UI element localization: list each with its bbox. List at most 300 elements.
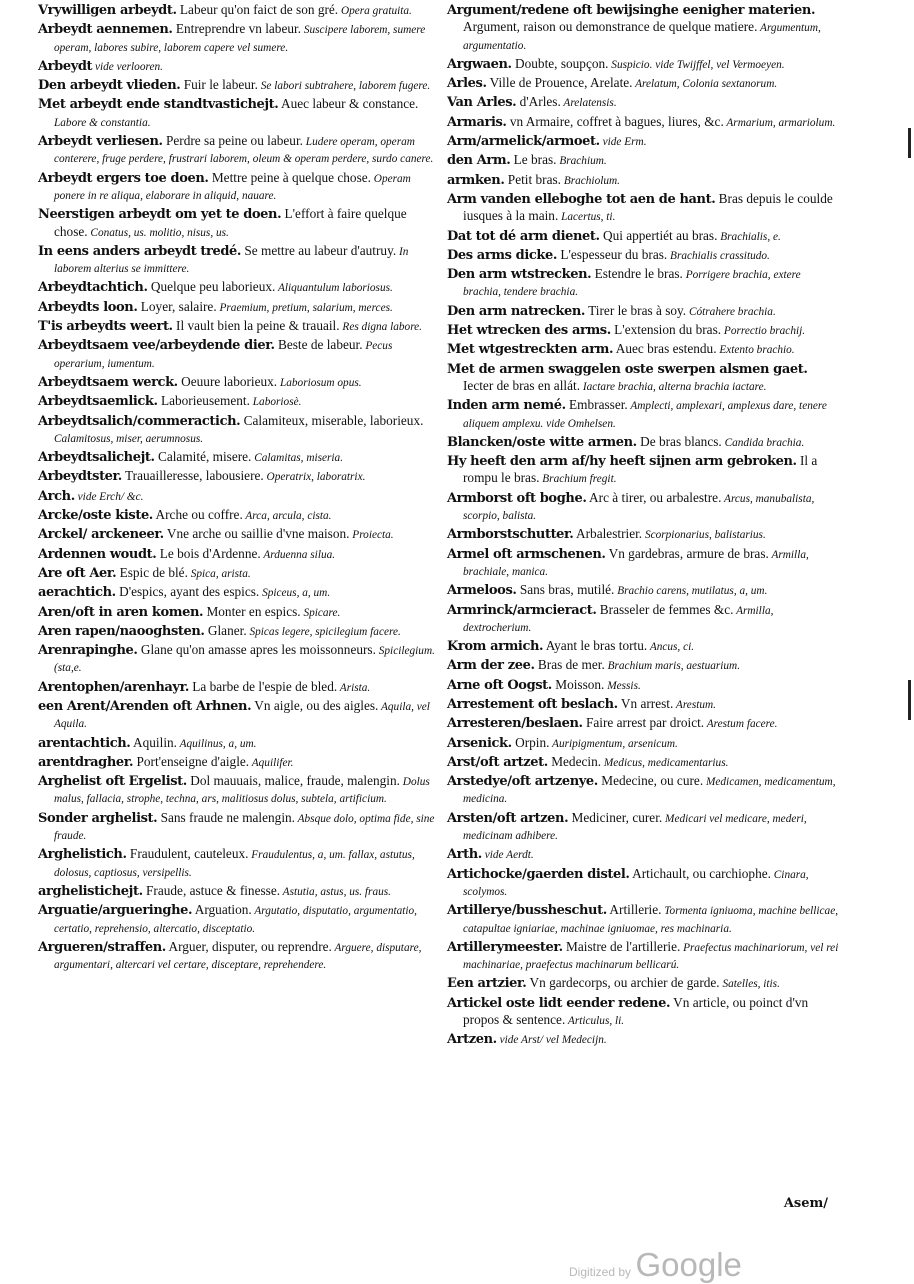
dictionary-entry xyxy=(38,21,442,56)
entry-headword: Arch. xyxy=(38,488,75,504)
entry-french-gloss: Fuir le labeur. xyxy=(180,77,258,93)
entry-headword: Arbeydtsaem vee/arbeydende dier. xyxy=(38,338,275,354)
entry-latin-gloss: Aquilifer. xyxy=(249,756,294,769)
dictionary-entry xyxy=(38,604,442,621)
dictionary-entry xyxy=(447,453,840,488)
entry-french-gloss: Artichault, ou carchiophe. xyxy=(629,865,771,881)
entry-french-gloss: Faire arrest par droict. xyxy=(582,715,705,731)
entry-french-gloss: Mediciner, curer. xyxy=(568,809,663,825)
entry-headword: Neerstigen arbeydt om yet te doen. xyxy=(38,207,282,223)
entry-french-gloss: Il a rompu le bras. xyxy=(463,453,818,486)
entry-headword: een Arent/Arenden oft Arhnen. xyxy=(38,698,252,714)
right-column xyxy=(447,2,840,1051)
entry-latin-gloss: Proiecta. xyxy=(349,529,394,542)
entry-latin-gloss: Laboriosum opus. xyxy=(277,376,362,389)
entry-latin-gloss: Aquila, vel Aquila. xyxy=(54,700,430,731)
entry-french-gloss: L'espesseur du bras. xyxy=(557,246,668,262)
entry-latin-gloss: Arguere, disputare, argumentari, altercari vel certare, disceptare, reprehendere. xyxy=(54,941,422,972)
entry-latin-gloss: Brachialis, e. xyxy=(717,230,781,243)
entry-latin-gloss: Suspicio. xyxy=(608,58,653,71)
entry-latin-gloss: Suscipere laborem, sumere operam, labores subire, laborem capere vel sumere. xyxy=(54,24,426,54)
entry-headword: Artickel oste lidt eender redene. xyxy=(447,995,671,1011)
entry-headword: Armborst oft boghe. xyxy=(447,490,587,506)
entry-french-gloss: Vn gardebras, armure de bras. xyxy=(605,545,769,561)
dictionary-entry xyxy=(447,735,840,752)
entry-french-gloss: Sans fraude ne malengin. xyxy=(157,809,295,825)
entry-headword: Arles. xyxy=(447,76,487,92)
entry-french-gloss: Argument, raison ou demonstrance de quelque matiere. xyxy=(463,19,758,35)
entry-french-gloss: Vne arche ou saillie d'vne maison. xyxy=(163,526,350,542)
entry-french-gloss: Trauailleresse, labousiere. xyxy=(121,468,264,484)
entry-headword: Arsenick. xyxy=(447,735,512,751)
entry-french-gloss: La barbe de l'espie de bled. xyxy=(188,678,338,694)
entry-french-gloss: Brasseler de femmes &c. xyxy=(596,601,734,617)
entry-french-gloss: Vn aigle, ou des aigles. xyxy=(251,697,379,713)
dictionary-entry xyxy=(38,393,442,410)
digitized-watermark xyxy=(569,1246,742,1284)
entry-french-gloss: L'extension du bras. xyxy=(610,322,722,338)
dictionary-entry xyxy=(447,114,840,131)
dictionary-entry xyxy=(447,677,840,694)
entry-latin-gloss: Fraudulentus, a, um. fallax, astutus, dolosus, captiosus, versipellis. xyxy=(54,849,415,879)
dictionary-entry xyxy=(447,975,840,992)
entry-french-gloss: Glaner. xyxy=(204,622,247,638)
entry-headword: Arcke/oste kiste. xyxy=(38,508,153,524)
dictionary-entry xyxy=(38,698,442,733)
entry-headword: aerachtich. xyxy=(38,585,116,601)
entry-headword: Een artzier. xyxy=(447,976,527,992)
dictionary-entry xyxy=(38,754,442,771)
entry-latin-gloss: Brachium fregit. xyxy=(539,473,617,486)
entry-headword: Arguatie/argueringhe. xyxy=(38,903,193,919)
entry-headword: Arresteren/beslaen. xyxy=(447,716,583,732)
entry-french-gloss: Dol mauuais, malice, fraude, malengin. xyxy=(186,773,400,789)
entry-headword: Hy heeft den arm af/hy heeft sijnen arm gebroken. xyxy=(447,454,797,470)
dictionary-entry xyxy=(38,2,442,19)
entry-headword: Arghelist oft Ergelist. xyxy=(38,774,187,790)
entry-latin-gloss: Aliquantulum laboriosus. xyxy=(275,282,393,295)
entry-latin-gloss: Arelatensis. xyxy=(560,97,617,110)
entry-french-gloss: Port'enseigne d'aigle. xyxy=(133,753,250,769)
entry-french-gloss: Fraude, astuce & finesse. xyxy=(142,882,281,898)
entry-headword: Arbeydtsalich/commeractich. xyxy=(38,413,241,429)
entry-latin-gloss: Candida brachia. xyxy=(721,436,805,449)
entry-headword: Arst/oft artzet. xyxy=(447,754,548,770)
entry-french-gloss: Le bras. xyxy=(510,152,557,168)
dictionary-entry xyxy=(38,773,442,808)
dictionary-entry xyxy=(447,266,840,301)
dictionary-entry xyxy=(447,1031,840,1048)
entry-french-gloss: vn Armaire, coffret à bagues, liures, &c. xyxy=(506,113,724,129)
entry-french-gloss: d'Arles. xyxy=(516,94,561,110)
entry-french-gloss: De bras blancs. xyxy=(636,433,722,449)
dictionary-entry xyxy=(447,303,840,320)
dictionary-entry xyxy=(38,810,442,845)
entry-headword: Armaris. xyxy=(447,114,507,130)
entry-french-gloss: Orpin. xyxy=(511,734,550,750)
entry-headword: Arghelistich. xyxy=(38,847,127,863)
dictionary-entry xyxy=(447,341,840,358)
entry-french-gloss: Beste de labeur. xyxy=(274,337,363,353)
entry-latin-gloss: Laboriosè. xyxy=(249,396,302,409)
dictionary-entry xyxy=(447,526,840,543)
entry-french-gloss: Vn gardecorps, ou archier de garde. xyxy=(526,975,720,991)
entry-latin-gloss: Arduenna silua. xyxy=(260,548,336,561)
entry-latin-gloss: Spicare. xyxy=(300,606,341,619)
entry-latin-gloss: Absque dolo, optima fide, sine fraude. xyxy=(54,812,435,843)
entry-french-gloss: Arbalestrier. xyxy=(573,526,643,542)
entry-latin-gloss: Medicari vel medicare, mederi, medicinam adhibere. xyxy=(463,812,807,843)
entry-latin-gloss: Armarium, armariolum. xyxy=(723,116,836,129)
entry-latin-gloss: Opera gratuita. xyxy=(338,5,412,17)
entry-latin-gloss: Arcus, manubalista, scorpio, balista. xyxy=(463,492,815,523)
entry-french-gloss: Artillerie. xyxy=(606,902,662,918)
entry-headword: Arbeydtachtich. xyxy=(38,280,148,296)
entry-latin-gloss: Lacertus, ti. xyxy=(558,211,616,224)
entry-latin-gloss: Brachium maris, aestuarium. xyxy=(604,660,741,673)
entry-headword: Artichocke/gaerden distel. xyxy=(447,866,630,882)
scan-edge-mark xyxy=(908,680,911,720)
entry-latin-gloss: Praemium, pretium, salarium, merces. xyxy=(216,301,393,314)
entry-french-gloss: Sans bras, mutilé. xyxy=(516,582,615,598)
entry-headword: Met wtgestreckten arm. xyxy=(447,342,614,358)
entry-headword: Aren rapen/naooghsten. xyxy=(38,623,205,639)
entry-latin-gloss: Satelles, itis. xyxy=(719,978,780,991)
entry-headword: Met de armen swaggelen oste swerpen alsmen gaet. xyxy=(447,361,808,377)
dictionary-entry xyxy=(447,191,840,226)
entry-latin-gloss: Arestum. xyxy=(673,698,716,711)
entry-headword: Armrinck/armcieract. xyxy=(447,602,597,618)
entry-french-gloss: Le bois d'Ardenne. xyxy=(156,545,261,561)
entry-headword: Arenrapinghe. xyxy=(38,643,138,659)
catchword: Asem/ xyxy=(783,1196,828,1211)
entry-headword: arentdragher. xyxy=(38,754,134,770)
entry-latin-gloss: Argumentum, argumentatio. xyxy=(463,22,821,52)
entry-latin-gloss: Se labori subtrahere, laborem fugere. xyxy=(257,80,431,93)
entry-headword: Van Arles. xyxy=(447,95,517,111)
entry-headword: Arbeydtsalichejt. xyxy=(38,450,155,466)
entry-headword: Arbeydt ergers toe doen. xyxy=(38,170,209,186)
dictionary-entry xyxy=(447,172,840,189)
dictionary-entry xyxy=(38,902,442,937)
dictionary-entry xyxy=(447,995,840,1030)
dictionary-entry xyxy=(38,546,442,563)
entry-headword: Arbeydt xyxy=(38,58,93,74)
entry-latin-gloss: Spicilegium. xyxy=(375,645,435,658)
dictionary-entry xyxy=(447,322,840,339)
entry-french-gloss: Monter en espics. xyxy=(203,603,301,619)
dictionary-entry xyxy=(447,490,840,525)
entry-french-gloss: Arguation. xyxy=(192,902,252,918)
entry-latin-gloss: Brachio carens, mutilatus, a, um. xyxy=(614,585,768,598)
entry-headword: Des arms dicke. xyxy=(447,247,558,263)
entry-latin-gloss: Labore & constantia. xyxy=(54,116,151,129)
dictionary-entry xyxy=(447,56,840,73)
entry-headword: Armborstschutter. xyxy=(447,527,574,543)
entry-french-gloss: Auec labeur & constance. xyxy=(278,96,419,112)
entry-french-gloss: Vn arrest. xyxy=(617,695,674,711)
entry-headword: Argument/redene oft bewijsinghe eenigher materien. xyxy=(447,3,816,18)
dictionary-entry xyxy=(38,679,442,696)
entry-headword: Arckel/ arckeneer. xyxy=(38,527,164,543)
entry-latin-gloss: Operatrix, laboratrix. xyxy=(263,471,366,484)
dictionary-entry xyxy=(447,638,840,655)
dictionary-entry xyxy=(447,75,840,92)
entry-latin-gloss: Armilla, dextrocherium. xyxy=(463,604,774,634)
entry-headword: Het wtrecken des arms. xyxy=(447,323,611,339)
entry-french-gloss: Il vault bien la peine & trauail. xyxy=(172,318,340,334)
entry-latin-gloss: Articulus, li. xyxy=(565,1015,625,1028)
entry-latin-gloss: Porrigere brachia, extere brachia, tendere brachia. xyxy=(463,269,801,299)
entry-french-gloss: Ville de Prouence, Arelate. xyxy=(486,75,633,91)
dictionary-entry xyxy=(38,279,442,296)
entry-headword: Blancken/oste witte armen. xyxy=(447,434,637,450)
entry-latin-gloss: vide Arst/ vel Medecijn. xyxy=(496,1034,607,1047)
entry-headword: Krom armich. xyxy=(447,639,544,655)
dictionary-entry xyxy=(447,133,840,150)
dictionary-entry xyxy=(38,623,442,640)
entry-latin-gloss: Brachium. xyxy=(556,155,607,168)
entry-headword: Aren/oft in aren komen. xyxy=(38,604,204,620)
dictionary-entry xyxy=(447,152,840,169)
dictionary-entry xyxy=(38,77,442,94)
dictionary-entry xyxy=(447,866,840,901)
watermark-brand-logo: Google xyxy=(635,1246,742,1283)
dictionary-entry xyxy=(447,228,840,245)
entry-headword: Argwaen. xyxy=(447,56,512,72)
entry-headword: Inden arm nemé. xyxy=(447,398,566,414)
entry-headword: Armel oft armschenen. xyxy=(447,546,606,562)
entry-latin-gloss: Astutia, astus, us. fraus. xyxy=(280,885,391,898)
dictionary-entry xyxy=(38,488,442,505)
entry-headword: Arth. xyxy=(447,847,482,863)
dictionary-entry xyxy=(38,642,442,677)
entry-headword: Arm vanden elleboghe tot aen de hant. xyxy=(447,191,716,207)
entry-french-gloss: Aquilin. xyxy=(130,734,177,750)
entry-french-gloss: Quelque peu laborieux. xyxy=(147,279,276,295)
entry-french-gloss: Auec bras estendu. xyxy=(613,341,717,357)
entry-headword: Arbeydt verliesen. xyxy=(38,134,163,150)
dictionary-entry xyxy=(38,468,442,485)
entry-headword: Ardennen woudt. xyxy=(38,546,157,562)
entry-french-gloss: Fraudulent, cauteleux. xyxy=(126,846,249,862)
dictionary-entry xyxy=(447,754,840,771)
entry-french-gloss: Calamiteux, miserable, laborieux. xyxy=(240,412,424,428)
dictionary-entry xyxy=(38,449,442,466)
entry-headword: T'is arbeydts weert. xyxy=(38,319,173,335)
entry-french-gloss: Qui appertiét au bras. xyxy=(599,227,718,243)
entry-latin-gloss: Calamitas, miseria. xyxy=(251,452,344,465)
dictionary-entry xyxy=(38,133,442,168)
entry-latin-gloss: Armilla, brachiale, manica. xyxy=(463,548,809,578)
entry-latin-gloss: Spicas legere, spicilegium facere. xyxy=(246,625,401,638)
entry-french-gloss: Loyer, salaire. xyxy=(137,298,217,314)
dictionary-entry xyxy=(38,565,442,582)
entry-french-gloss: Ayant le bras tortu. xyxy=(543,638,648,654)
entry-french-gloss: Tirer le bras à soy. xyxy=(585,302,687,318)
entry-latin-gloss: Spica, arista. xyxy=(187,567,251,580)
entry-latin-gloss: Arestum facere. xyxy=(704,718,778,731)
dictionary-entry xyxy=(447,247,840,264)
entry-french-gloss: Maistre de l'artillerie. xyxy=(562,938,681,954)
left-column xyxy=(38,2,442,975)
entry-french-gloss: Arc à tirer, ou arbalestre. xyxy=(586,489,722,505)
entry-french-gloss: Vn article, ou poinct d'vn propos & sentence. xyxy=(463,994,809,1028)
entry-headword: armken. xyxy=(447,172,505,188)
entry-latin-gloss: Scorpionarius, balistarius. xyxy=(642,529,766,542)
dictionary-entry xyxy=(447,546,840,581)
entry-headword: arentachtich. xyxy=(38,735,131,751)
entry-latin-gloss: Medicamen, medicamentum, medicina. xyxy=(463,776,836,806)
entry-latin-gloss: vide Erm. xyxy=(599,136,647,149)
entry-headword: Arstedye/oft artzenye. xyxy=(447,774,598,790)
dictionary-entry xyxy=(447,434,840,451)
entry-latin-gloss: vide Aerdt. xyxy=(481,849,534,862)
entry-headword: Met arbeydt ende standtvastichejt. xyxy=(38,97,279,113)
dictionary-entry xyxy=(38,735,442,752)
dictionary-entry xyxy=(38,170,442,205)
entry-headword: Arrestement oft beslach. xyxy=(447,696,618,712)
entry-french-gloss: Mettre peine à quelque chose. xyxy=(208,169,371,185)
dictionary-entry xyxy=(38,413,442,448)
entry-french-gloss: Petit bras. xyxy=(504,171,561,187)
entry-cross-reference: vide Twijffel, vel Vermoeyen. xyxy=(652,58,785,71)
entry-latin-gloss: Conatus, us. molitio, nisus, us. xyxy=(87,226,229,239)
entry-french-gloss: Laborieusement. xyxy=(157,393,250,409)
entry-latin-gloss: Spiceus, a, um. xyxy=(259,587,331,600)
entry-latin-gloss: Aquilinus, a, um. xyxy=(176,737,257,750)
dictionary-entry xyxy=(38,374,442,391)
dictionary-entry xyxy=(447,582,840,599)
entry-latin-gloss: Ancus, ci. xyxy=(647,641,695,654)
dictionary-entry xyxy=(447,602,840,637)
dictionary-entry xyxy=(447,846,840,863)
entry-french-gloss: Medecin. xyxy=(547,753,602,769)
entry-headword: Arbeydtster. xyxy=(38,469,122,485)
entry-latin-gloss: Iactare brachia, alterna brachia iactare. xyxy=(580,380,767,393)
entry-latin-gloss: vide Erch/ &c. xyxy=(74,490,144,503)
dictionary-entry xyxy=(447,810,840,845)
entry-headword: Arbeydts loon. xyxy=(38,299,138,315)
entry-headword: Are oft Aer. xyxy=(38,565,117,581)
entry-headword: den Arm. xyxy=(447,153,511,169)
entry-latin-gloss: Pecus operarium, iumentum. xyxy=(54,340,393,370)
dictionary-entry xyxy=(38,883,442,900)
entry-latin-gloss: Res digna labore. xyxy=(339,321,423,334)
entry-french-gloss: Espic de blé. xyxy=(116,564,188,580)
entry-headword: Dat tot dé arm dienet. xyxy=(447,228,600,244)
entry-french-gloss: L'effort à faire quelque chose. xyxy=(54,206,407,239)
entry-french-gloss: Arguer, disputer, ou reprendre. xyxy=(165,938,332,954)
entry-headword: Den arm wtstrecken. xyxy=(447,267,592,283)
dictionary-entry xyxy=(38,299,442,316)
dictionary-entry xyxy=(38,939,442,974)
entry-latin-gloss: Brachialis crassitudo. xyxy=(667,249,770,262)
entry-french-gloss: Glane qu'on amasse apres les moissonneurs. xyxy=(137,642,376,658)
entry-latin-gloss: Dolus malus, fallacia, strophe, techna, ars, malitiosus dolus, subtela, artificium. xyxy=(54,776,430,806)
entry-latin-gloss: Tormenta igniuoma, machine bellicae, catapultae igniariae, machinae igniuomae, res machinaria. xyxy=(463,905,839,935)
entry-french-gloss: Arche ou coffre. xyxy=(152,507,243,523)
dictionary-entry xyxy=(38,846,442,881)
entry-french-gloss: Calamité, misere. xyxy=(154,449,252,465)
entry-latin-gloss: Extento brachio. xyxy=(716,344,795,357)
scan-edge-mark xyxy=(908,128,911,158)
entry-latin-gloss: In laborem alterius se immittere. xyxy=(54,245,409,276)
entry-latin-gloss: Arista. xyxy=(337,681,371,694)
entry-latin-gloss: Ludere operam, operam conterere, fruge perdere, frustrari laborem, oleum & operam perdere, surdo canere. xyxy=(54,136,434,166)
entry-latin-gloss: Auripigmentum, arsenicum. xyxy=(549,737,678,750)
entry-headword: Vrywilligen arbeydt. xyxy=(38,3,177,18)
dictionary-entry xyxy=(447,94,840,111)
entry-french-gloss: Doubte, soupçon. xyxy=(511,55,609,71)
entry-french-gloss: Estendre le bras. xyxy=(591,266,683,282)
dictionary-entry xyxy=(38,337,442,372)
entry-french-gloss: Oeuure laborieux. xyxy=(177,373,278,389)
dictionary-entry xyxy=(447,773,840,808)
entry-latin-gloss: Calamitosus, miser, aerumnosus. xyxy=(54,432,204,445)
entry-headword: Den arm natrecken. xyxy=(447,303,586,319)
dictionary-entry xyxy=(38,243,442,278)
entry-latin-gloss: Porrectio brachij. xyxy=(721,325,806,338)
entry-headword: Armeloos. xyxy=(447,583,517,599)
entry-headword: Arm/armelick/armoet. xyxy=(447,134,600,150)
dictionary-entry xyxy=(38,96,442,131)
entry-latin-gloss: Praefectus machinariorum, vel rei machinariae, praefectus machinarum bellicarú. xyxy=(463,941,839,972)
entry-latin-gloss: Messis. xyxy=(604,679,641,692)
entry-headword: Arne oft Oogst. xyxy=(447,677,552,693)
entry-french-gloss: Bras depuis le coulde iusques à la main. xyxy=(463,190,833,224)
entry-french-gloss: Iecter de bras en allát. xyxy=(463,377,581,393)
entry-latin-gloss: Cótrahere brachia. xyxy=(686,305,776,318)
entry-french-gloss: Perdre sa peine ou labeur. xyxy=(162,133,303,149)
entry-french-gloss: Embrasser. xyxy=(565,397,628,413)
dictionary-entry xyxy=(447,939,840,974)
dictionary-entry xyxy=(38,206,442,241)
dictionary-entry xyxy=(38,584,442,601)
entry-line-tail: (sta,e. xyxy=(54,662,82,675)
entry-headword: Artillerye/bussheschut. xyxy=(447,903,607,919)
watermark-prefix: Digitized by xyxy=(569,1265,632,1279)
entry-headword: Arentophen/arenhayr. xyxy=(38,679,189,695)
dictionary-entry xyxy=(447,696,840,713)
entry-headword: Artillerymeester. xyxy=(447,939,563,955)
dictionary-entry xyxy=(38,526,442,543)
entry-headword: In eens anders arbeydt tredé. xyxy=(38,243,242,259)
entry-headword: Arbeydtsaemlick. xyxy=(38,394,158,410)
entry-latin-gloss: Medicus, medicamentarius. xyxy=(601,756,729,769)
dictionary-entry xyxy=(38,507,442,524)
entry-french-gloss: Se mettre au labeur d'autruy. xyxy=(241,242,397,258)
entry-headword: Den arbeydt vlieden. xyxy=(38,78,181,94)
entry-latin-gloss: Cinara, scolymos. xyxy=(463,868,809,898)
entry-headword: Arm der zee. xyxy=(447,658,535,674)
entry-headword: arghelistichejt. xyxy=(38,883,143,899)
entry-french-gloss: Entreprendre vn labeur. xyxy=(172,21,302,37)
dictionary-entry xyxy=(38,58,442,75)
dictionary-entry xyxy=(447,657,840,674)
entry-french-gloss: Medecine, ou cure. xyxy=(597,773,704,789)
entry-headword: Artzen. xyxy=(447,1032,497,1048)
dictionary-entry xyxy=(447,715,840,732)
entry-headword: Arbeydtsaem werck. xyxy=(38,374,178,390)
entry-headword: Arbeydt aennemen. xyxy=(38,22,173,38)
entry-latin-gloss: Amplecti, amplexari, amplexus dare, tenere aliquem amplexu. xyxy=(463,400,827,430)
dictionary-entry xyxy=(447,2,840,54)
entry-french-gloss: Moisson. xyxy=(551,676,605,692)
entry-latin-gloss: Brachiolum. xyxy=(561,174,620,187)
entry-french-gloss: Bras de mer. xyxy=(534,657,605,673)
entry-latin-gloss: Arca, arcula, cista. xyxy=(242,510,332,523)
